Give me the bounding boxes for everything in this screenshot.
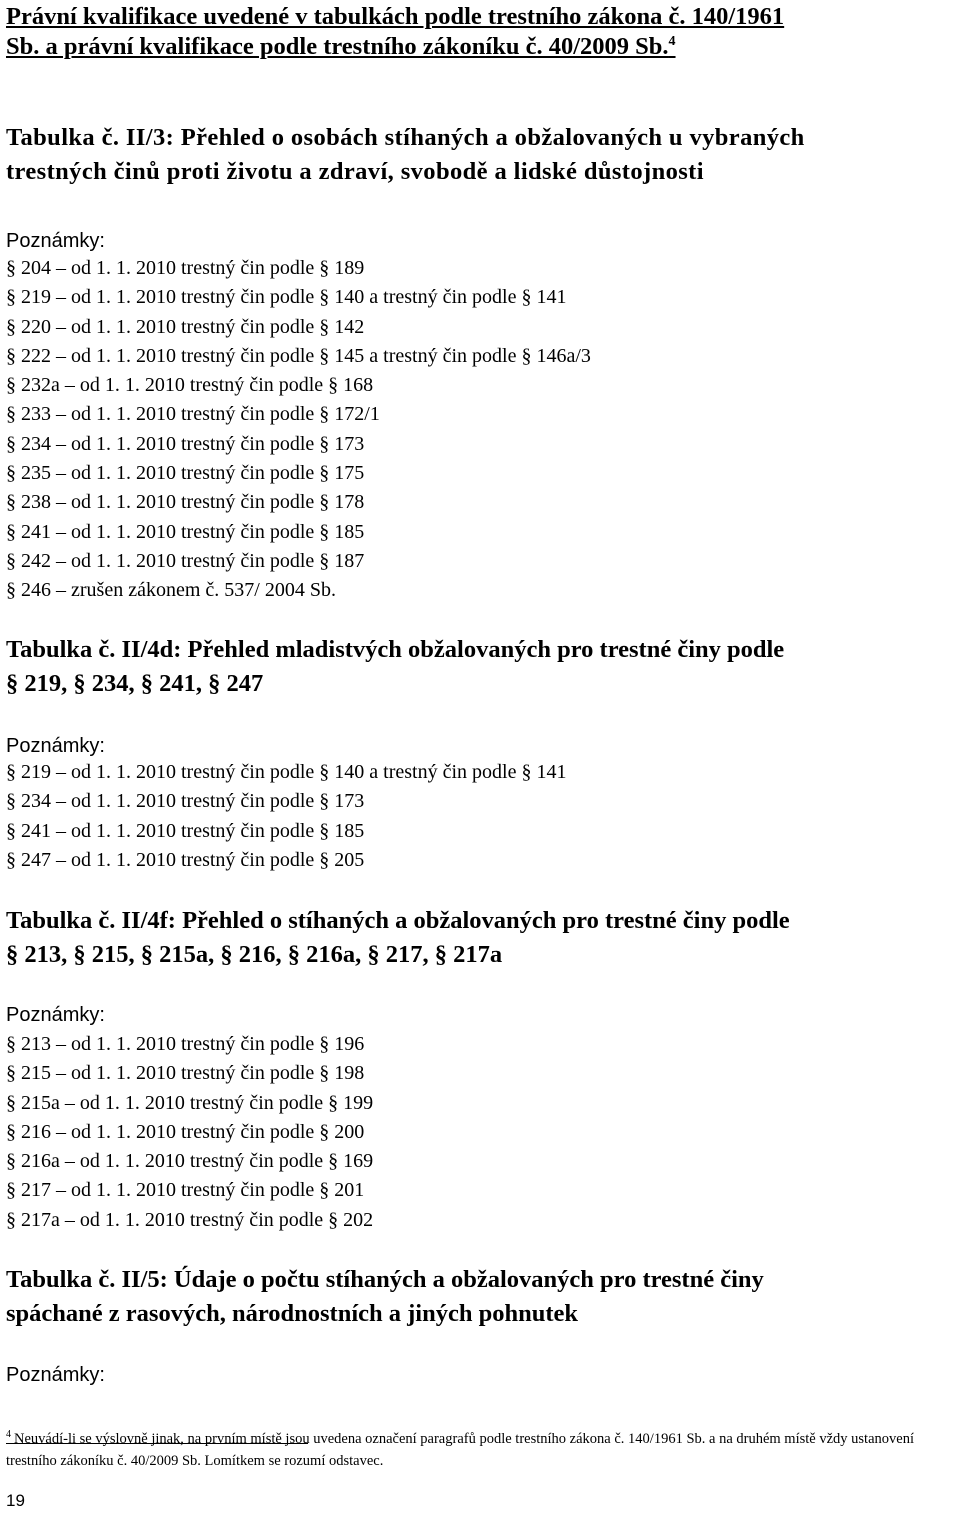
footnote: [6, 1428, 956, 1472]
section-title-line: trestných činů proti životu a zdraví, svobodě a lidské důstojnosti: [6, 158, 704, 185]
heading-line-2-text: Sb. a právní kvalifikace podle trestního zákoníku č. 40/2009 Sb.: [6, 33, 669, 60]
note-item: § 217a – od 1. 1. 2010 trestný čin podle § 202: [6, 1208, 374, 1231]
page-number: 19: [6, 1491, 25, 1510]
note-item: § 222 – od 1. 1. 2010 trestný čin podle § 145 a trestný čin podle § 146a/3: [6, 344, 591, 367]
notes-list: [6, 1030, 373, 1235]
note-item: § 216 – od 1. 1. 2010 trestný čin podle § 200: [6, 1120, 365, 1143]
section-title-line: Tabulka č. II/3: Přehled o osobách stíhaných a obžalovaných u vybraných: [6, 124, 805, 151]
note-item: § 233 – od 1. 1. 2010 trestný čin podle § 172/1: [6, 403, 380, 426]
section-title-line: § 219, § 234, § 241, § 247: [6, 670, 264, 697]
footnote-number: 4: [6, 1429, 11, 1441]
section-title-line: spáchané z rasových, národnostních a jiných pohnutek: [6, 1300, 579, 1327]
note-item: § 246 – zrušen zákonem č. 537/ 2004 Sb.: [6, 579, 336, 602]
note-item: § 217 – od 1. 1. 2010 trestný čin podle § 201: [6, 1179, 365, 1202]
footnote-reference: 4: [668, 33, 676, 49]
note-item: § 232a – od 1. 1. 2010 trestný čin podle § 168: [6, 374, 374, 397]
note-item: § 247 – od 1. 1. 2010 trestný čin podle § 205: [6, 848, 365, 871]
section-title-line: Tabulka č. II/5: Údaje o počtu stíhaných a obžalovaných pro trestné činy: [6, 1266, 764, 1293]
note-item: § 241 – od 1. 1. 2010 trestný čin podle § 185: [6, 520, 365, 543]
heading-line-1: Právní kvalifikace uvedené v tabulkách podle trestního zákona č. 140/1961: [6, 3, 785, 30]
section-title-ii-4f: [6, 904, 958, 972]
section-title-ii-3: [6, 121, 958, 189]
note-item: § 213 – od 1. 1. 2010 trestný čin podle § 196: [6, 1033, 365, 1055]
section-title-ii-4d: [6, 633, 958, 701]
note-item: § 219 – od 1. 1. 2010 trestný čin podle § 140 a trestný čin podle § 141: [6, 761, 567, 783]
note-item: § 234 – od 1. 1. 2010 trestný čin podle § 173: [6, 790, 365, 813]
note-item: § 238 – od 1. 1. 2010 trestný čin podle § 178: [6, 491, 365, 514]
section-title-line: Tabulka č. II/4d: Přehled mladistvých obžalovaných pro trestné činy podle: [6, 636, 785, 663]
note-item: § 234 – od 1. 1. 2010 trestný čin podle § 173: [6, 432, 365, 455]
page-heading: [6, 2, 956, 62]
notes-list: [6, 758, 566, 875]
section-title-line: Tabulka č. II/4f: Přehled o stíhaných a obžalovaných pro trestné činy podle: [6, 907, 790, 934]
note-item: § 215a – od 1. 1. 2010 trestný čin podle § 199: [6, 1091, 374, 1114]
note-item: § 215 – od 1. 1. 2010 trestný čin podle § 198: [6, 1062, 365, 1085]
note-item: § 242 – od 1. 1. 2010 trestný čin podle § 187: [6, 549, 365, 572]
section-title-ii-5: [6, 1263, 958, 1331]
notes-label: Poznámky:: [6, 1364, 105, 1386]
notes-list: [6, 254, 591, 606]
heading-line-2: [6, 32, 956, 62]
notes-label: Poznámky:: [6, 1004, 105, 1026]
note-item: § 241 – od 1. 1. 2010 trestný čin podle § 185: [6, 819, 365, 842]
note-item: § 220 – od 1. 1. 2010 trestný čin podle § 142: [6, 315, 365, 338]
notes-label: Poznámky:: [6, 230, 105, 252]
note-item: § 235 – od 1. 1. 2010 trestný čin podle § 175: [6, 462, 365, 485]
footnote-text: Neuvádí-li se výslovně jinak, na prvním místě jsou uvedena označení paragrafů podle trestního zákona č. 140/1961 Sb. a na druhém místě vždy ustanovení trestního zákoníku č. 40/2009 Sb. Lomítkem se rozumí odstavec.: [6, 1431, 914, 1469]
section-title-line: § 213, § 215, § 215a, § 216, § 216a, § 217, § 217a: [6, 941, 503, 968]
note-item: § 204 – od 1. 1. 2010 trestný čin podle § 189: [6, 257, 365, 279]
note-item: § 216a – od 1. 1. 2010 trestný čin podle § 169: [6, 1150, 374, 1173]
notes-label: Poznámky:: [6, 735, 105, 757]
note-item: § 219 – od 1. 1. 2010 trestný čin podle § 140 a trestný čin podle § 141: [6, 286, 567, 309]
